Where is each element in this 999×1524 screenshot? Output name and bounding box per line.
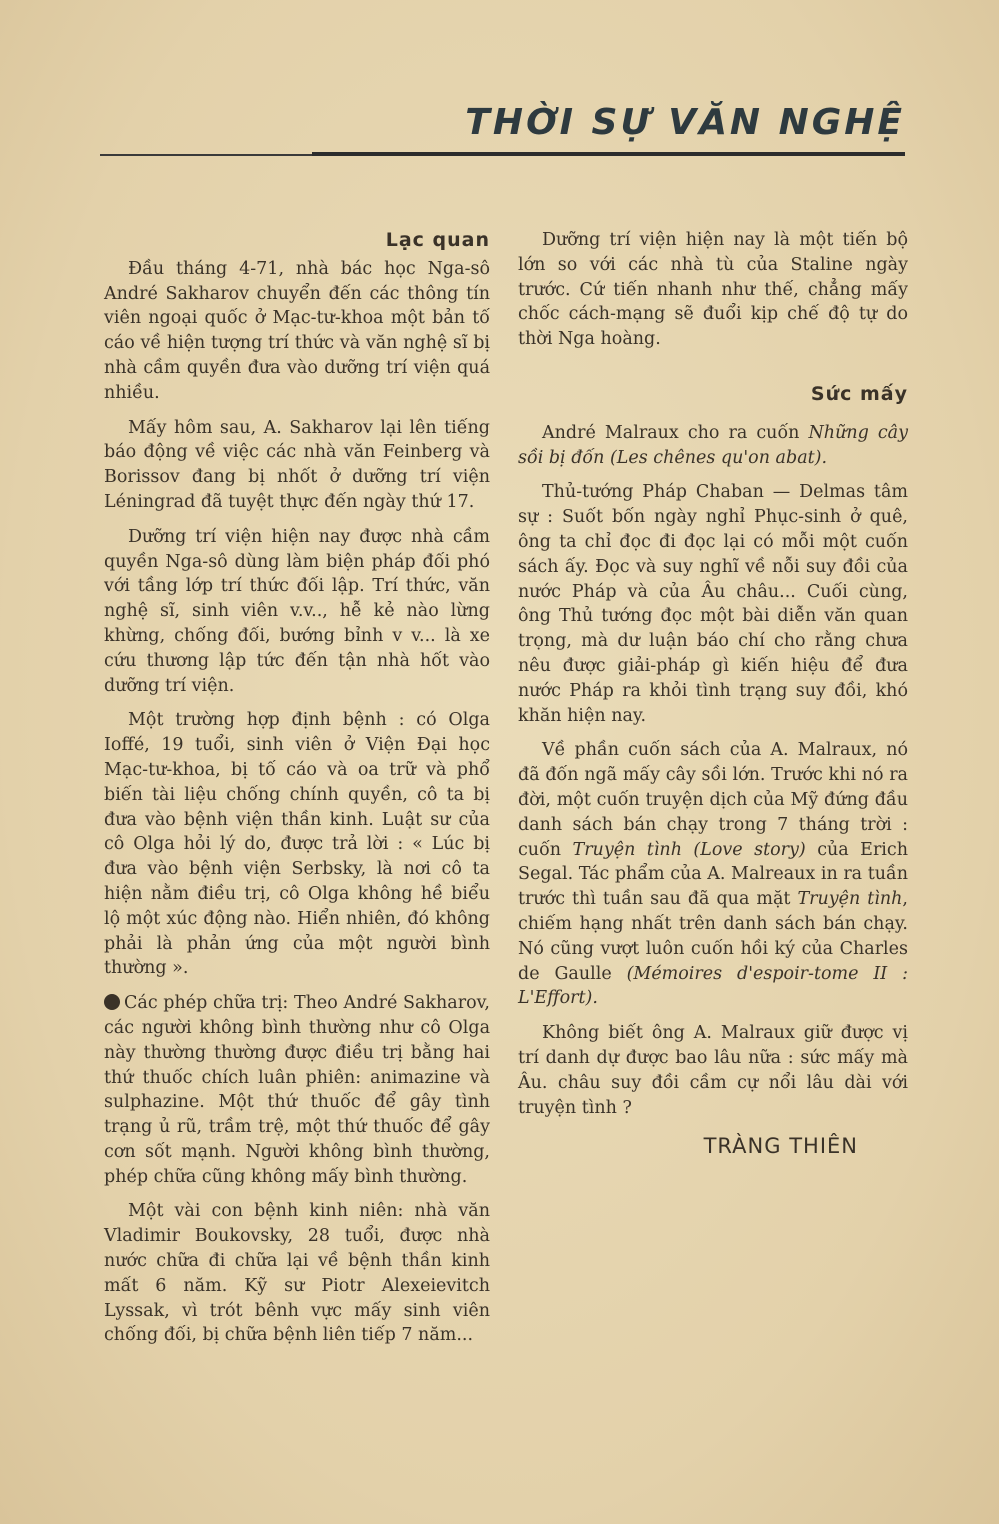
- paragraph: Không biết ông A. Malraux giữ được vị trí danh dự được bao lâu nữa : sức mấy mà Âu. châu suy đồi cầm cự nổi lâu dài với truyện tình ?: [518, 1023, 908, 1118]
- paragraph: Dưỡng trí viện hiện nay được nhà cầm quyền Nga-sô dùng làm biện pháp đối phó với tầng lớp trí thức đối lập. Trí thức, văn nghệ sĩ, sinh viên v.v.., hễ kẻ nào lừng khừng, chống đối, bướng bỉnh v v... là xe cứu thương lập tức đến tận nhà hốt vào dưỡng trí viện.: [104, 526, 490, 696]
- section-heading: THỜI SỰ VĂN NGHỆ: [465, 102, 905, 143]
- book-title: (Mémoires d'espoir-tome II : L'Effort).: [518, 963, 908, 1009]
- paragraph-text: Về phần cuốn sách của A. Malraux, nó đã đốn ngã mấy cây sồi lớn. Trước khi nó ra đời, một cuốn truyện dịch của Mỹ đứng đầu danh sách bán chạy trong 7 tháng trời : cuốn: [518, 740, 908, 860]
- paragraph: Một trường hợp định bệnh : có Olga Ioffé, 19 tuổi, sinh viên ở Viện Đại học Mạc-tư-khoa, bị tố cáo và oa trữ và phổ biến tài liệu chống chính quyền, cô ta bị đưa vào bệnh viện thần kinh. Luật sư của cô Olga hỏi lý do, được trả lời : « Lúc bị đưa vào bệnh viện Serbsky, là nơi cô ta hiện nằm điều trị, cô Olga không hề biểu lộ một xúc động nào. Hiển nhiên, đó không phải là phản ứng của một người bình thường ».: [104, 710, 490, 979]
- book-title: Những cây sồi bị đốn (Les chênes qu'on abat).: [518, 422, 908, 468]
- paragraph: Một vài con bệnh kinh niên: nhà văn Vladimir Boukovsky, 28 tuổi, được nhà nước chữa đi chữa lại về bệnh thần kinh mất 6 năm. Kỹ sư Piotr Alexeievitch Lyssak, vì trót bênh vực mấy sinh viên chống đối, bị chữa bệnh liên tiếp 7 năm...: [104, 1201, 490, 1346]
- book-title: Truyện tình: [797, 889, 903, 910]
- paragraph: Dưỡng trí viện hiện nay là một tiến bộ lớn so với các nhà tù của Staline ngày trước. Cứ tiến nhanh như thế, chẳng mấy chốc cách-mạng sẽ đuổi kịp chế độ tự do thời Nga hoàng.: [518, 230, 908, 350]
- article-title-lac-quan: Lạc quan: [385, 229, 490, 251]
- header-rule-thick: [312, 152, 905, 156]
- paragraph-text: của Erich Segal. Tác phẩm của A. Malreaux in ra tuần trước thì tuần sau đã qua mặt: [518, 839, 908, 910]
- paragraph: Mấy hôm sau, A. Sakharov lại lên tiếng báo động về việc các nhà văn Feinberg và Borissov đang bị nhốt ở dưỡng trí viện Léningrad đã tuyệt thực đến ngày thứ 17.: [104, 417, 490, 512]
- paragraph: [518, 738, 908, 1011]
- author-signature: TRÀNG THIÊN: [703, 1134, 858, 1159]
- paragraph-text: Các phép chữa trị: Theo André Sakharov, các người không bình thường như cô Olga này thường thường được điều trị bằng hai thứ thuốc chích luân phiên: animazine và sulphazine. Một thứ thuốc để gây tình trạng ủ rũ, trầm trệ, một thứ thuốc để gây cơn sốt mạnh. Người không bình thường, phép chữa cũng không mấy bình thường.: [104, 993, 490, 1187]
- book-title: Truyện tình (Love story): [572, 839, 806, 860]
- left-column: [104, 228, 490, 1358]
- paragraph: Đầu tháng 4-71, nhà bác học Nga-sô André Sakharov chuyển đến các thông tín viên ngoại quốc ở Mạc-tư-khoa một bản tố cáo về hiện tượng trí thức và văn nghệ sĩ bị nhà cầm quyền đưa vào dưỡng trí viện quá nhiều.: [104, 258, 490, 403]
- paragraph: [518, 421, 908, 471]
- page-header: [100, 96, 905, 166]
- paragraph-text: André Malraux cho ra cuốn: [542, 422, 809, 443]
- paragraph-text: , chiếm hạng nhất trên danh sách bán chạy. Nó cũng vượt luôn cuốn hồi ký của Charles de Gaulle: [518, 889, 908, 984]
- paragraph: [104, 991, 490, 1189]
- paragraph: Thủ-tướng Pháp Chaban — Delmas tâm sự : Suốt bốn ngày nghỉ Phục-sinh ở quê, ông ta chỉ đọc đi đọc lại có mỗi một cuốn sách ấy. Đọc và suy nghĩ về nỗi suy đồi của nước Pháp và của Âu châu... Cuối cùng, ông Thủ tướng đọc một bài diễn văn quan trọng, mà dư luận báo chí cho rằng chưa nêu được giải-pháp gì kiến hiệu để đưa nước Pháp ra khỏi tình trạng suy đồi, khó khăn hiện nay.: [518, 482, 908, 726]
- article-title-suc-may: Sức mấy: [810, 382, 908, 405]
- bullet-mark: [104, 994, 120, 1010]
- right-column: [518, 228, 908, 1159]
